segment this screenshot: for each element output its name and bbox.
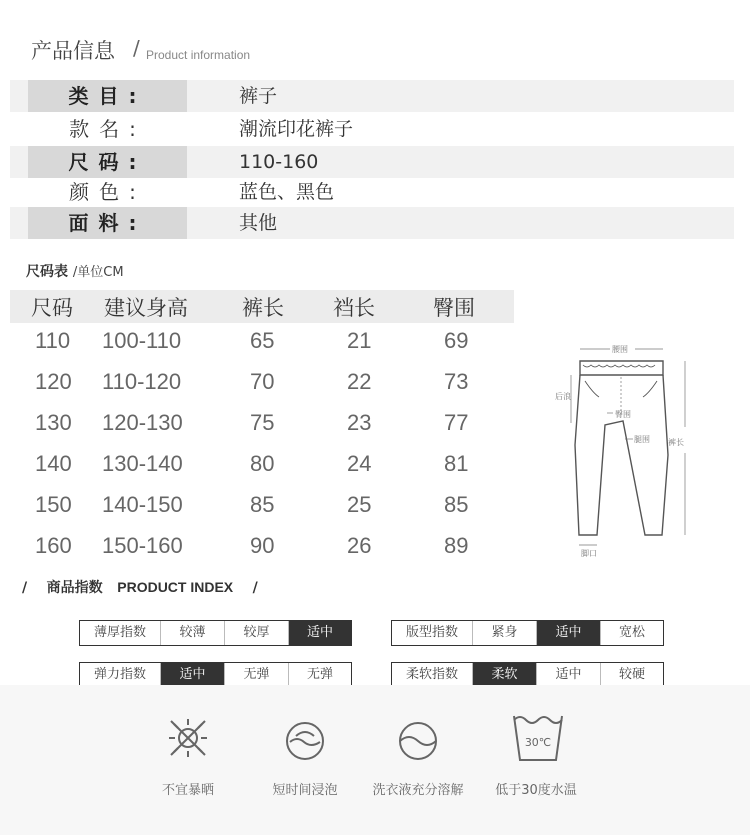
info-label: 面料:	[28, 207, 187, 239]
cell-height: 100-110	[102, 328, 182, 353]
info-row-category	[10, 80, 734, 112]
wash-temp-label: 30℃	[524, 736, 552, 749]
cell-rise: 24	[347, 451, 372, 476]
care-label-detergent: 洗衣液充分溶解	[372, 783, 464, 798]
info-label: 尺码:	[28, 146, 187, 178]
index-fit	[391, 620, 664, 646]
cell-hip: 73	[444, 369, 469, 394]
info-label: 类目:	[28, 80, 187, 112]
cell-length: 75	[250, 410, 275, 435]
size-table-title	[26, 261, 124, 281]
cell-hip: 85	[444, 492, 469, 517]
cell-size: 130	[35, 410, 72, 435]
label-length: 裤长	[668, 438, 684, 447]
info-value: 蓝色、黑色	[239, 181, 335, 203]
info-value: 其他	[239, 212, 278, 234]
cell-size: 120	[35, 369, 72, 394]
cell-height: 140-150	[102, 492, 183, 517]
index-option: 无弹	[306, 667, 333, 682]
info-row-size	[10, 146, 734, 178]
cell-height: 150-160	[102, 533, 183, 558]
cell-length: 80	[250, 451, 275, 476]
wash-30c-icon	[510, 712, 566, 764]
pants-diagram	[545, 335, 745, 565]
info-value: 潮流印花裤子	[239, 118, 354, 140]
index-name: 弹力指数	[80, 663, 161, 687]
index-option-selected: 适中	[289, 621, 351, 645]
index-option: 较厚	[225, 621, 289, 645]
index-title-cn: 商品指数	[46, 580, 103, 596]
index-option-selected: 柔软	[473, 663, 537, 687]
index-option: 宽松	[618, 625, 645, 640]
label-waist: 腰围	[612, 345, 628, 354]
info-value: 裤子	[239, 85, 278, 107]
info-label: 款名:	[69, 117, 146, 141]
size-table-title-text: 尺码表	[26, 264, 68, 280]
info-row-fabric	[10, 207, 734, 239]
cell-height: 110-120	[102, 369, 182, 394]
index-option: 较硬	[618, 667, 645, 682]
index-slash-right: /	[252, 580, 258, 596]
cell-length: 90	[250, 533, 275, 558]
index-option: 无弹	[225, 663, 289, 687]
index-option-selected: 适中	[537, 621, 601, 645]
title-slash: /	[133, 36, 140, 60]
cell-size: 160	[35, 533, 72, 558]
label-leg-opening: 脚口	[581, 549, 597, 558]
cell-height: 130-140	[102, 451, 183, 476]
cell-length: 70	[250, 369, 275, 394]
info-row-name	[10, 113, 734, 145]
col-header-size: 尺码	[31, 296, 73, 320]
cell-hip: 81	[444, 451, 469, 476]
short-soak-icon	[282, 718, 328, 764]
info-label: 颜色:	[69, 180, 146, 204]
label-rear-rise: 后浪	[555, 392, 571, 401]
cell-rise: 26	[347, 533, 372, 558]
index-option-selected: 适中	[161, 663, 225, 687]
index-option: 紧身	[473, 621, 537, 645]
cell-height: 120-130	[102, 410, 183, 435]
info-value: 110-160	[239, 151, 319, 173]
index-slash-left: /	[22, 580, 28, 596]
index-option: 适中	[537, 663, 601, 687]
cell-size: 150	[35, 492, 72, 517]
cell-rise: 21	[347, 328, 372, 353]
col-header-height: 建议身高	[104, 296, 188, 320]
col-header-hip: 臀围	[433, 296, 475, 320]
cell-hip: 77	[444, 410, 469, 435]
cell-length: 65	[250, 328, 275, 353]
size-table-unit: /单位CM	[72, 265, 124, 280]
no-sun-icon	[165, 715, 211, 761]
cell-rise: 22	[347, 369, 372, 394]
col-header-rise: 裆长	[333, 296, 375, 320]
index-name: 版型指数	[392, 621, 473, 645]
cell-length: 85	[250, 492, 275, 517]
cell-rise: 25	[347, 492, 372, 517]
care-label-water-temp: 低于30度水温	[495, 783, 577, 798]
cell-hip: 89	[444, 533, 469, 558]
index-name: 薄厚指数	[80, 621, 161, 645]
label-hip: 臀围	[615, 410, 631, 419]
cell-size: 110	[35, 328, 71, 353]
care-label-soak: 短时间浸泡	[272, 783, 338, 798]
care-section-bg	[0, 685, 750, 835]
section-title: 产品信息	[31, 39, 115, 63]
cell-size: 140	[35, 451, 72, 476]
info-row-color	[10, 176, 734, 208]
label-thigh: 腿围	[634, 435, 650, 444]
cell-hip: 69	[444, 328, 469, 353]
index-title	[22, 577, 258, 597]
index-option: 较薄	[161, 621, 225, 645]
col-header-length: 裤长	[242, 296, 284, 320]
section-subtitle: Product information	[146, 48, 251, 62]
index-title-en: PRODUCT INDEX	[117, 579, 234, 595]
cell-rise: 23	[347, 410, 372, 435]
index-name: 柔软指数	[392, 663, 473, 687]
detergent-dissolve-icon	[395, 718, 441, 764]
care-label-sun: 不宜暴晒	[161, 783, 214, 798]
index-thickness	[79, 620, 352, 646]
